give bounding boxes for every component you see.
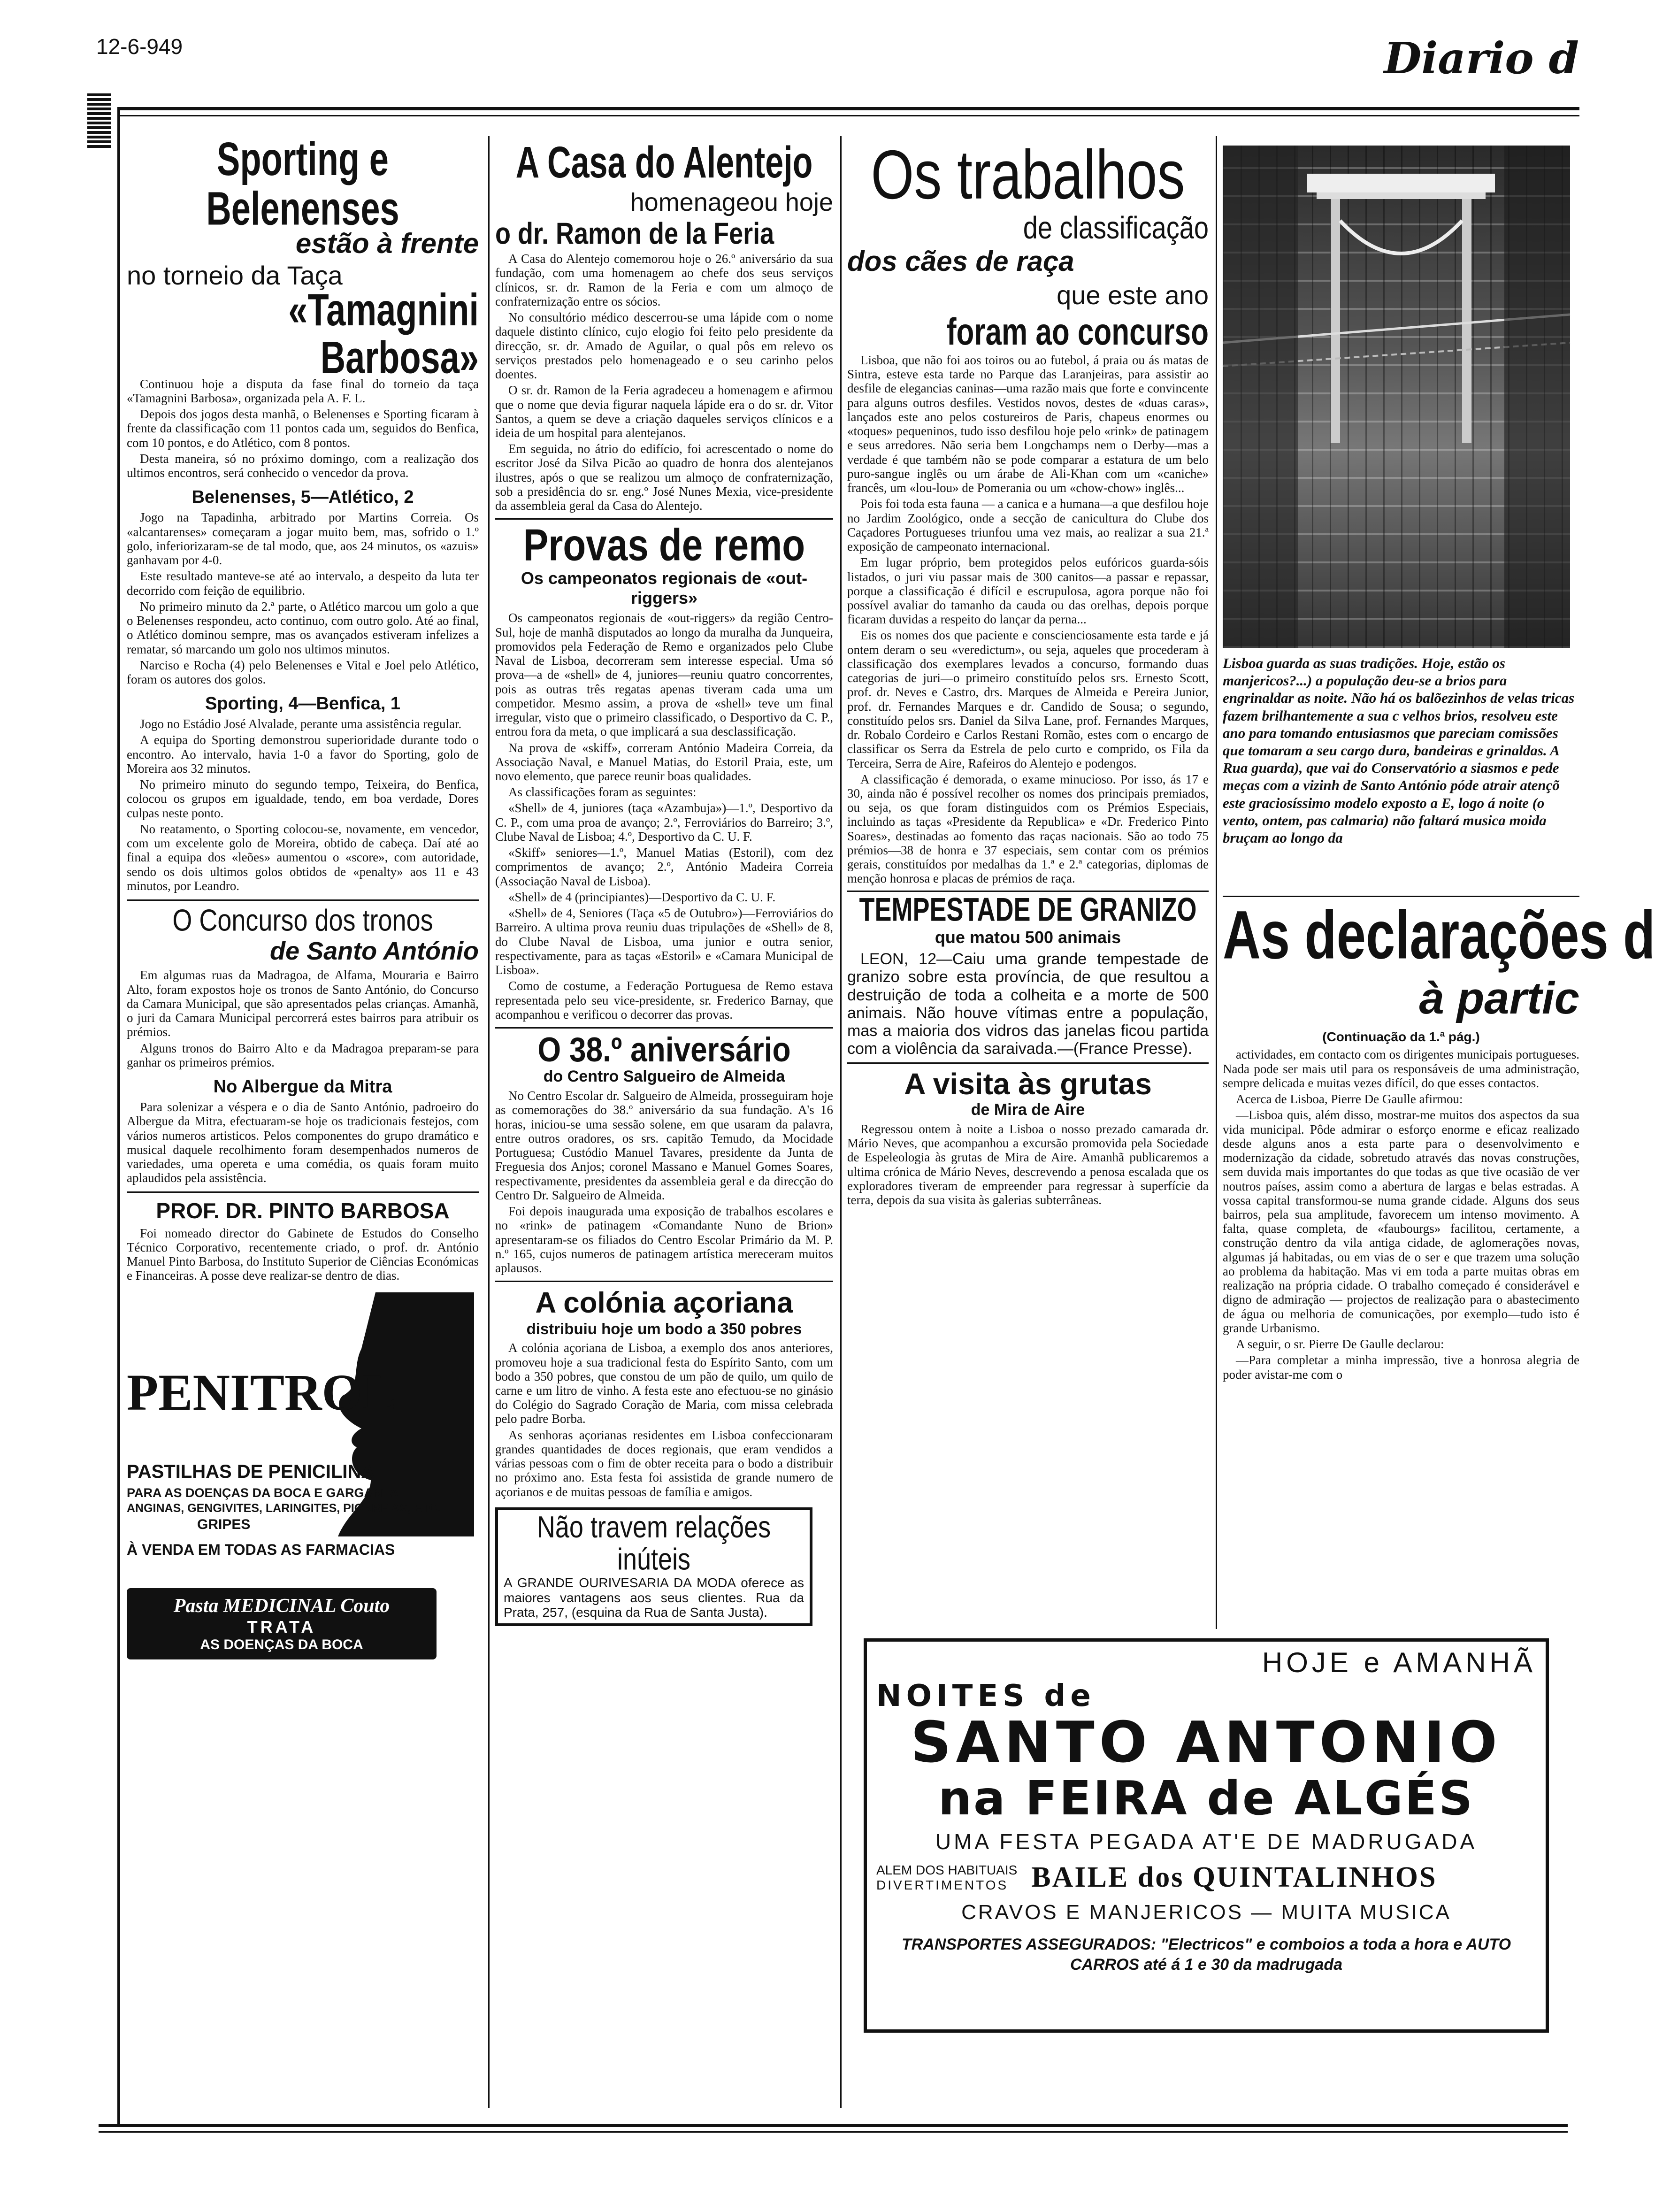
paragraph: Continuou hoje a disputa da fase final do torneio da taça «Tamagnini Barbosa», organizada pela A. F. L. — [127, 376, 479, 405]
paragraph: No reatamento, o Sporting colocou-se, novamente, em vencedor, com um excelente golo de Moreira, obtido de cabeça. Daí até ao final a equipa dos «leões» aumentou o «score», com autoridade, sendo os dois ultimos golos obtidos de «penalty» aos 11 e 43 minutos, por Leandro. — [127, 822, 479, 893]
ad-pasta-couto — [127, 1588, 437, 1659]
subheading: de Mira de Aire — [971, 1101, 1085, 1119]
ad-line: SANTO ANTONIO — [911, 1710, 1502, 1775]
article-colonia-acoriana — [495, 1288, 833, 1499]
headline-2: homenageou hoje — [630, 188, 833, 216]
headline: O 38.º aniversário — [537, 1030, 791, 1069]
col-divider-1 — [488, 136, 490, 2108]
col-divider-2 — [840, 136, 842, 2108]
paragraph: A classificação é demorada, o exame minucioso. Por isso, ás 17 e 30, ainda não é possível recolher os nomes dos principais premiados, ou seja, os que foram distinguidos com os Prémios Especiais, incluindo as taças «Presidente da Republica» e «Dr. Frederico Pinto Soares», destinadas ao fomento das raças nacionais. São ao todo 75 prémios—38 de honra e 37 especiais, sem contar com os prémios gerais, constituídos por medalhas da 1.ª e 2.ª categorias, diplomas de menção honrosa e placas de prémios de raça. — [847, 772, 1209, 886]
headline-2: estão à frente — [295, 228, 479, 260]
bottom-rule-thin — [99, 2131, 1568, 2133]
headline-4: «Tamagnini Barbosa» — [288, 284, 479, 383]
ad-line: HOJE e AMANHÃ — [1262, 1647, 1536, 1678]
paragraph: «Shell» de 4, juniores (taça «Azambuja»)—1.º, Desportivo da C. P., com uma proa de avanço; 2.º, Ferroviários do Barreiro; 3.º, Clube Naval de Lisboa; 4.º, Desportivo da C. U. F. — [495, 801, 833, 844]
paragraph: Eis os nomes dos que paciente e conscienciosamente esta tarde e já ontem deram o seu «veredictum», ou seja, aqueles que procederam à classificação dos exemplares levados a concurso, formando duas categorias de juri—o primeiro constituído pelos srs. Ernesto Scott, prof. dr. Neves e Castro, drs. Marques de Almeida e Pereira Junior, prof. dr. Fernandes Marques e dr. Candido de Sousa; o segundo, constituído pelos srs. Daniel da Silva Lane, prof. Fernandes Marques, dr. Robalo Cordeiro e Carlos Restani Romão, estes com o encargo de classificar os Serra da Estrela de pelo curto e comprido, os Fila da Terceira, Serra de Aire, Rafeiros do Alentejo e podengos. — [847, 628, 1209, 770]
headline: Provas de remo — [523, 520, 805, 570]
ad-line: UMA FESTA PEGADA AT'E DE MADRUGADA — [935, 1829, 1478, 1854]
masthead: Diario d — [1384, 33, 1579, 84]
ad-penitrol — [127, 1292, 479, 1569]
paragraph: A seguir, o sr. Pierre De Gaulle declarou: — [1236, 1337, 1444, 1352]
headline-5: foram ao concurso — [946, 311, 1209, 353]
ad-line: BAILE dos QUINTALINHOS — [1031, 1861, 1437, 1893]
paragraph: Em seguida, no átrio do edifício, foi acrescentado o nome do escritor José da Silva Picão ao quadro de honra dos alentejanos ilustres, após o que se realizou um almoço de confraternização, sob a presidência do sr. eng.º José Nunes Mexia, vice-presidente da assembleia geral da Casa do Alentejo. — [495, 442, 833, 513]
headline-3: o dr. Ramon de la Feria — [495, 216, 774, 251]
paragraph: As senhoras açorianas residentes em Lisboa confeccionaram grandes quantidades de doces regionais, que eram vendidos a várias pessoas com o fim de obter receita para o bodo a distribuir no próximo ano. Esta festa foi assistida de grande numero de açorianos e de muitas pessoas de família e amigos. — [495, 1428, 833, 1499]
photo-caption: Lisboa guarda as suas tradições. Hoje, estão os manjericos?...) a população deu-se a brios para engrinaldar as noite. Não há os balõezinhos de velas tricas fazem brilhantemente a sua c velhos brios, resolveu este ano para tomando entusiasmos que pareciam comissões que tomaram a seu cargo dura, bandeiras e grinaldas. A Rua guarda), que vai do Conservatório a siasmos e pede meças com a vizinh de Santo António póde atrair atençõ este graciosíssimo modelo exposto a E, logo á noite (o vento, ontem, pas calmaria) não faltará musica moida bruçam ao longo da — [1223, 655, 1575, 846]
paragraph: Regressou ontem à noite a Lisboa o nosso prezado camarada dr. Mário Neves, que acompanhou a excursão promovida pela Sociedade de Espeleologia às grutas de Mira de Aire. Amanhã publicaremos a ultima crónica de Mário Neves, descrevendo a penosa escalada que os exploradores tiveram de empreender para regressar à superfície da terra, depois da sua visita às galerias subterrâneas. — [847, 1122, 1209, 1207]
article-sporting-belenenses — [127, 132, 479, 893]
arch-decoration-illustration — [1223, 146, 1570, 648]
headline-3: dos cães de raça — [847, 245, 1074, 277]
subheading: Os campeonatos regionais de «out-riggers» — [521, 568, 808, 608]
subheading: Belenenses, 5—Atlético, 2 — [192, 487, 414, 507]
headline-4: que este ano — [1057, 280, 1209, 310]
paragraph: Na prova de «skiff», correram António Madeira Correia, da Associação Naval, e Manuel Matias, do Estoril Praia, este, um novo elemento, que parece reunir boas qualidades. — [495, 740, 833, 783]
paragraph: Foi depois inaugurada uma exposição de trabalhos escolares e no «rink» de patinagem «Comandante Nuno de Brion» apresentaram-se os filiados do Centro Escolar Primário da M. P. n.º 165, cujos numeros de patinagem artística mereceram muitos aplausos. — [495, 1204, 833, 1275]
ad-line: Pasta MEDICINAL Couto — [173, 1595, 390, 1617]
headline: As declarações d — [1223, 897, 1655, 973]
ad-line: na FEIRA de ALGÉS — [938, 1771, 1475, 1826]
paragraph: O sr. dr. Ramon de la Feria agradeceu a homenagem e afirmou que o nome que devia figurar naquela lápide era o do sr. dr. Vitor Santos, a quem se deve a criação daqueles serviços clínicos e a ideia de um hospital para alentejanos. — [495, 383, 833, 440]
ad-headline: Não travem relações inúteis — [536, 1510, 771, 1576]
top-rule-thin — [117, 115, 1579, 116]
ad-line: TRANSPORTES ASSEGURADOS: "Electricos" e comboios a toda a hora e AUTO CARROS até á 1 e 30 da madrugada — [901, 1936, 1511, 1974]
left-rule — [117, 110, 120, 2124]
paragraph: Desta maneira, só no próximo domingo, com a realização dos ultimos encontros, será conhecido o vencedor da prova. — [127, 451, 479, 480]
article-visita-grutas — [847, 1068, 1209, 1207]
margin-ornament — [87, 92, 111, 148]
headline: A visita às grutas — [904, 1067, 1152, 1101]
paragraph: —Lisboa quis, além disso, mostrar-me muitos dos aspectos da sua vida municipal. Pôde admirar o esforço enorme e eficaz realizado desde alguns anos a esta parte para o desenvolvimento e modernização da cidade, sobretudo através das novas construções, sem duvida mais importantes do que todas as que tive ocasião de ver noutros países, assim como a abertura de largas e belas estradas. A vossa capital transformou-se numa grande cidade. Alguns dos seus bairros, pela sua amplitude, favorecem um intenso movimento. A falta, quase completa, de «faubourgs» facilitou, certamente, a construção dentro da vila antiga cidade, de aglomerações novas, algumas já habitadas, ou em vias de o ser e que trazem uma solução ao problema da habitação. Mas vi em toda a parte muitas obras em realização na própria cidade. O trabalho começado é considerável e digno de admiração — projectos de realização para o abastecimento de água ou melhoria de comunicações, por exemplo—tudo isto é grande Urbanismo. — [1223, 1108, 1579, 1335]
headline: A colónia açoriana — [535, 1287, 793, 1320]
headline-2: de Santo António — [270, 937, 479, 965]
divider — [495, 1027, 833, 1029]
headline-2: de classificação — [1023, 209, 1209, 246]
article-declaracoes — [1223, 897, 1655, 1382]
article-tempestade-granizo — [847, 891, 1209, 1058]
paragraph: No Centro Escolar dr. Salgueiro de Almeida, prosseguiram hoje as comemorações do 38.º aniversário da sua fundação. A's 16 horas, iniciou-se uma sessão solene, em que usaram da palavra, entre outros oradores, os srs. capitão Temudo, da Mocidade Portuguesa; Custódio Manuel Tavares, presidente da Junta de Freguesia dos Anjos; coronel Massano e Manuel Gomes Soares, respectivamente, presidentes da assembleia geral e da direcção do Centro Dr. Salgueiro de Almeida. — [495, 1089, 833, 1202]
bottom-rule — [99, 2124, 1568, 2127]
paragraph: A Casa do Alentejo comemorou hoje o 26.º aniversário da sua fundação, com uma homenagem ao chefe dos seus serviços clínicos, sr. dr. Ramon de la Feria e com um almoço de confraternização entre os sócios. — [495, 252, 833, 308]
paragraph: Como de costume, a Federação Portuguesa de Remo estava representada pelo seu vice-presidente, sr. Frederico Barnay, que acompanhou e verificou o decorrer das provas. — [495, 979, 833, 1022]
article-concurso-tronos — [127, 903, 479, 1185]
paragraph: Em algumas ruas da Madragoa, de Alfama, Mouraria e Bairro Alto, foram expostos hoje os tronos de Santo António, do Concurso da Camara Municipal, que são apresentados pelas crianças. Amanhã, o juri da Camara Municipal percorrerá estes bairros para atribuir os prémios. — [127, 968, 479, 1039]
ad-line: AS DOENÇAS DA BOCA — [200, 1636, 363, 1652]
ad-text: A GRANDE OURIVESARIA DA MODA oferece as maiores vantagens aos seus clientes. Rua da Prata, 257, (esquina da Rua de Santa Justa). — [504, 1575, 804, 1620]
paragraph: Os campeonatos regionais de «out-riggers» da região Centro-Sul, hoje de manhã disputados ao longo da muralha da Junqueira, promovidos pela Federação de Remo e organizados pelo Clube Naval de Lisboa, decorreram sem interesse especial. Uma só prova—a de «shell» de 4, juniores—reuniu quatro concorrentes, pois as outras três regatas apenas tiveram cada uma um competidor. Mesmo assim, a prova de «shell» teve um final irregular, visto que o primeiro classificado, o Desportivo da C. P., entrou fora da meta, o que implicará a sua desclassificação. — [495, 611, 833, 739]
article-caes-raca — [847, 136, 1209, 886]
paragraph: Este resultado manteve-se até ao intervalo, a despeito da luta ter decorrido com feição de equilibrio. — [127, 569, 479, 598]
col-divider-3 — [1216, 136, 1217, 1629]
article-casa-alentejo — [495, 138, 833, 513]
paragraph: Foi nomeado director do Gabinete de Estudos do Conselho Técnico Corporativo, recentemente criado, o prof. dr. António Manuel Pinto Barbosa, do Instituto Superior de Ciências Económicas e Financeiras. A posse deve realizar-se dentro de dias. — [127, 1226, 479, 1283]
paragraph: Depois dos jogos desta manhã, o Belenenses e Sporting ficaram à frente da classificação com 11 pontos cada um, seguidos do Benfica, com 10 pontos, e do Atlético, com 8 pontos. — [127, 407, 479, 450]
paragraph: Narciso e Rocha (4) pelo Belenenses e Vital e Joel pelo Atlético, foram os autores dos golos. — [127, 658, 479, 686]
column-2 — [495, 138, 833, 2117]
paragraph: Acerca de Lisboa, Pierre De Gaulle afirmou: — [1236, 1092, 1463, 1106]
article-pinto-barbosa — [127, 1199, 479, 1283]
subheading: do Centro Salgueiro de Almeida — [543, 1068, 785, 1086]
ad-line: PASTILHAS DE PENICILINA — [127, 1461, 375, 1482]
divider — [127, 899, 479, 901]
paragraph: LEON, 12—Caiu uma grande tempestade de granizo sobre esta província, de que resultou a destruição de toda a colheita e a morte de 500 animais. Não houve vítimas entre a população, mas a maioria dos vidros das janelas ficou partida com a violência da saraivada.—(France Presse). — [847, 950, 1209, 1058]
paragraph: No primeiro minuto do segundo tempo, Teixeira, do Benfica, colocou os grupos em igualdade, tendo, em boa verdade, Dores culpas neste ponto. — [127, 777, 479, 820]
paragraph: Jogo na Tapadinha, arbitrado por Martins Correia. Os «alcantarenses» começaram a jogar muito bem, mas, sofrido o 1.º golo, inferiorizaram-se de tal modo, que, aos 24 minutos, os «azuis» ganhavam por 4-0. — [127, 510, 479, 568]
paragraph: A colónia açoriana de Lisboa, a exemplo dos anos anteriores, promoveu hoje a sua tradicional festa do Espírito Santo, com um bodo a 350 pobres, que constou de um pão de quilo, um quilo de carne e um litro de vinho. A festa este ano efectuou-se no ginásio do Colégio do Sagrado Coração de Maria, com missa celebrada pelo padre Borba. — [495, 1341, 833, 1426]
paragraph: No consultório médico descerrou-se uma lápide com o nome daquele distinto clínico, cujo elogio foi feito pelo presidente da direcção, sr. dr. Amado de Aguilar, o qual pôs em relevo os serviços prestados pelo homenageado e o seu carinho pelos doentes. — [495, 310, 833, 382]
paragraph: —Para completar a minha impressão, tive a honrosa alegria de poder avistar-me com o — [1223, 1353, 1579, 1382]
article-38-aniversario — [495, 1030, 833, 1275]
column-4 — [1223, 141, 1655, 1629]
paragraph: Pois foi toda esta fauna — a canica e a humana—a que desfilou hoje no Jardim Zoológico, onde a secção de canicultura do Clube dos Caçadores Portugueses triunfou uma vez mais, ao realizar a sua 21.ª exposição de campeonato internacional. — [847, 497, 1209, 554]
ad-line: PARA AS DOENÇAS DA BOCA E GARGANTA — [127, 1485, 398, 1500]
paragraph: «Shell» de 4 (principiantes)—Desportivo da C. U. F. — [508, 890, 776, 904]
headline: O Concurso dos tronos — [172, 903, 433, 937]
divider — [495, 1281, 833, 1282]
ad-line: DIVERTIMENTOS — [876, 1877, 1009, 1892]
paragraph: Alguns tronos do Bairro Alto e da Madragoa preparam-se para ganhar os primeiros prémios. — [127, 1041, 479, 1069]
ad-ourivesaria — [495, 1507, 812, 1626]
subheading: distribuiu hoje um bodo a 350 pobres — [526, 1320, 802, 1338]
column-1 — [127, 132, 479, 2117]
headline: Os trabalhos — [871, 136, 1185, 214]
ad-line: NOITES de — [876, 1679, 1096, 1713]
top-rule — [117, 107, 1579, 110]
continuation-note: (Continuação da 1.ª pág.) — [1322, 1029, 1480, 1045]
ad-line: CRAVOS E MANJERICOS — MUITA MUSICA — [961, 1901, 1451, 1924]
article-provas-remo — [495, 520, 833, 1022]
ad-line: ALEM DOS HABITUAIS — [876, 1862, 1018, 1877]
headline: Sporting e Belenenses — [206, 132, 399, 235]
paragraph: Para solenizar a véspera e o dia de Santo António, padroeiro do Albergue da Mitra, efectuaram-se hoje os tradicionais festejos, com vários numeros artisticos. Pelos componentes do grupo dramático e musical daquele recolhimento foram desempenhados numeros de variedades, uma opereta e uma comédia, os quais foram muito aplaudidos pela assistência. — [127, 1100, 479, 1185]
paragraph: Jogo no Estádio José Alvalade, perante uma assistência regular. — [140, 717, 462, 731]
ad-brand: PENITROL — [127, 1363, 397, 1421]
ad-line: TRATA — [247, 1617, 316, 1636]
headline-3: no torneio da Taça — [127, 261, 343, 291]
street-decoration-photo — [1223, 146, 1570, 648]
ad-line: GRIPES — [197, 1516, 251, 1532]
paragraph: «Shell» de 4, Seniores (Taça «5 de Outubro»)—Ferroviários do Barreiro. A ultima prova reuniu duas tripulações de «Shell» de 8, do Clube Naval de Lisboa, uma junior e outra senior, respectivamente, para as taças «Estoril» e «Camara Municipal de Lisboa». — [495, 906, 833, 977]
column-3 — [847, 136, 1209, 1629]
divider — [847, 1062, 1209, 1064]
ad-line: À VENDA EM TODAS AS FARMACIAS — [127, 1541, 395, 1558]
paragraph: A equipa do Sporting demonstrou superioridade durante todo o encontro. Ao intervalo, havia 1-0 a favor do Sporting, golo de Moreira aos 32 minutos. — [127, 733, 479, 776]
headline: PROF. DR. PINTO BARBOSA — [156, 1198, 450, 1223]
subheading: No Albergue da Mitra — [213, 1077, 392, 1097]
ad-line: ANGINAS, GENGIVITES, LARINGITES, PIORREIAS, ETC. — [127, 1501, 441, 1515]
paragraph: Lisboa, que não foi aos toiros ou ao futebol, á praia ou ás matas de Sintra, esteve esta tarde no Parque das Laranjeiras, para assistir ao desfile de elegancias caninas—uma razão mais que forte e convincente para alguns outros desfiles. Vestidos novos, destes de «duas caras», lançados este ano pelos costureiros de Paris, chapeus enormes ou «toques» pequeninos, tudo isso desfilou hoje pelo «rink» de patinagem e seus arredores. Não seria bem Longchamps nem o Derby—mas a verdade é que também não se pode comparar a estatura de um belo puro-sangue inglês ou um árabe de Ali-Khan com um «caniche» francês, um «lou-lou» de Pomerania ou um «chow-chow» inglês... — [847, 353, 1209, 495]
subheading: que matou 500 animais — [935, 928, 1121, 947]
headline: TEMPESTADE DE GRANIZO — [859, 891, 1197, 928]
paragraph: «Skiff» seniores—1.º, Manuel Matias (Estoril), com dez comprimentos de avanço; 2.º, António Madeira Correia (Associação Naval de Lisboa). — [495, 845, 833, 888]
paragraph: No primeiro minuto da 2.ª parte, o Atlético marcou um golo a que o Belenenses respondeu, acto continuo, com outro golo. Até ao final, o Atlético dominou sempre, mas os avançados estiveram infelizes a rematar, só marcando um golo nos ultimos minutos. — [127, 599, 479, 656]
paragraph: Em lugar próprio, bem protegidos pelos eufóricos guarda-sóis listados, o juri viu passar mais de 300 canitos—a passar e repassar, porque a classificação é difícil e escrupulosa, agora porque não foi possível avaliar do tamanho da cauda ou das orelhas, depois porque ficaram duvidas a respeito do lançar da perna... — [847, 555, 1209, 627]
headline: A Casa do Alentejo — [515, 138, 813, 187]
paragraph: As classificações foram as seguintes: — [508, 785, 697, 799]
paragraph: actividades, em contacto com os dirigentes municipais portugueses. Nada pode ser mais util para os responsáveis de uma administração, sempre delicada e muitas vezes difícil, do que esses contactos. — [1223, 1047, 1579, 1090]
subheading: Sporting, 4—Benfica, 1 — [205, 694, 400, 714]
page-date: 12-6-949 — [96, 34, 183, 59]
ad-feira-alges — [864, 1638, 1549, 2033]
headline-2: à partic — [1419, 973, 1579, 1023]
divider — [127, 1191, 479, 1193]
